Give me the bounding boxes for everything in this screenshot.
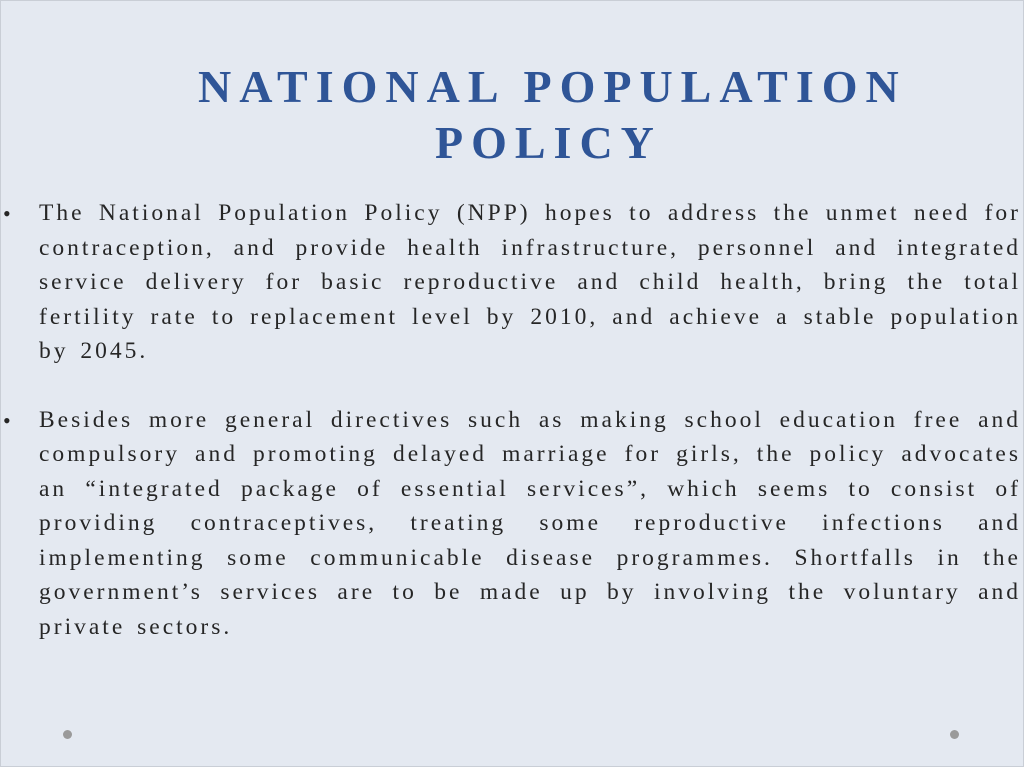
bullet-text-policy-directives: Besides more general directives such as making school education free and compulsory and promoting delayed marriage for girls, the policy advocates an “integrated package of essential services”, which seems to consist of providing contraceptives, treating some reproductive infections and implementing some communicable disease programmes. Shortfalls in the government’s services are to be made up by involving the voluntary and private sectors.	[39, 406, 1021, 640]
title-line-1: NATIONAL POPULATION	[198, 61, 907, 112]
bullet-item-1	[1, 196, 1023, 369]
previous-slide-dot[interactable]	[63, 730, 72, 739]
next-slide-dot[interactable]	[950, 730, 959, 739]
bullet-list	[1, 196, 1023, 678]
title-line-2: POLICY	[435, 117, 662, 168]
bullet-item-2	[1, 403, 1023, 645]
slide-title	[1, 59, 1023, 171]
bullet-marker: •	[3, 201, 11, 226]
bullet-marker: •	[3, 407, 11, 433]
bullet-text-npp-goals: The National Population Policy (NPP) hopes to address the unmet need for contraception, and provide health infrastructure, personnel and integrated service delivery for basic reproductive and child health, bring the total fertility rate to replacement level by 2010, and achieve a stable population by 2045.	[39, 200, 1021, 364]
